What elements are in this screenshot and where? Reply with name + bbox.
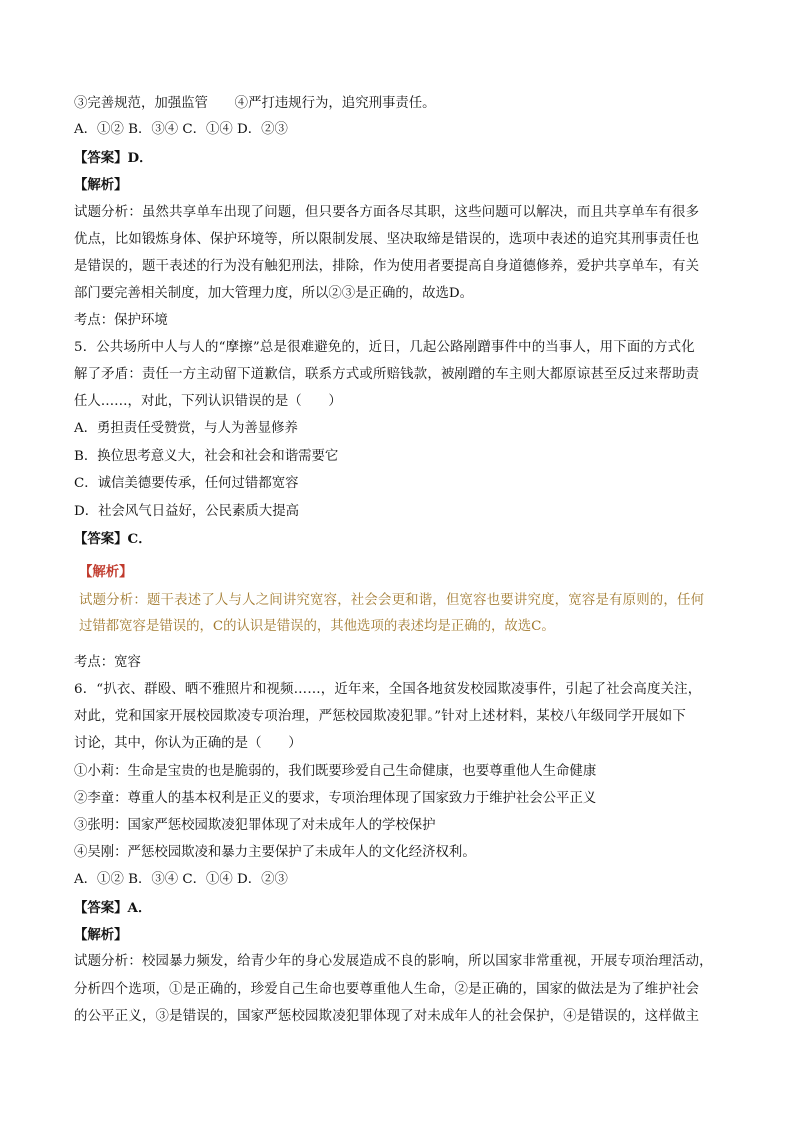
q6-analysis-line-1: 试题分析：校园暴力频发，给青少年的身心发展造成不良的影响，所以国家非常重视，开展专项治理活动， bbox=[74, 954, 713, 969]
q5-topic: 考点：宽容 bbox=[74, 655, 141, 670]
q5-option-c: C．诚信美德要传承，任何过错都宽容 bbox=[74, 476, 299, 491]
q5-analysis-line-1: 试题分析：题干表述了人与人之间讲究宽容，社会会更和谐，但宽容也要讲究度，宽容是有原则的，任何 bbox=[79, 593, 705, 608]
q6-statement-3: ③张明：国家严惩校园欺凌犯罪体现了对未成年人的学校保护 bbox=[74, 818, 436, 833]
q6-stem-line-2: 对此，党和国家开展校园欺凌专项治理，严惩校园欺凌犯罪。”针对上述材料，某校八年级同学开展如下 bbox=[74, 709, 686, 724]
q5-stem-line-1: 5．公共场所中人与人的“摩擦”总是很难避免的，近日，几起公路剐蹭事件中的当事人，用下面的方式化 bbox=[74, 340, 695, 355]
q4-analysis-line-4: 部门要完善相关制度，加大管理力度，所以②③是正确的，故选D。 bbox=[74, 286, 474, 301]
q4-analysis-line-2: 优点，比如锻炼身体、保护环境等，所以限制发展、坚决取缔是错误的，选项中表述的追究其刑事责任也 bbox=[74, 232, 700, 247]
q6-analysis-line-3: 的公平正义，③是错误的，国家严惩校园欺凌犯罪体现了对未成年人的社会保护，④是错误的，这样做主 bbox=[74, 1009, 700, 1024]
q5-option-d: D．社会风气日益好，公民素质大提高 bbox=[74, 504, 299, 519]
q5-answer: 【答案】C． bbox=[74, 531, 152, 547]
q6-statement-2: ②李童：尊重人的基本权利是正义的要求，专项治理体现了国家致力于维护社会公平正义 bbox=[74, 791, 597, 806]
q5-analysis-line-2: 过错都宽容是错误的，C的认识是错误的，其他选项的表述均是正确的，故选C。 bbox=[79, 619, 555, 634]
q4-answer: 【答案】D． bbox=[74, 150, 153, 166]
q4-topic: 考点：保护环境 bbox=[74, 313, 168, 328]
q4-option-line-3-4: ③完善规范，加强监管 ④严打违规行为，追究刑事责任。 bbox=[74, 96, 436, 111]
q6-analysis-line-2: 分析四个选项，①是正确的，珍爱自己生命也要尊重他人生命，②是正确的，国家的做法是为了维护社会 bbox=[74, 982, 700, 997]
q5-option-a: A．勇担责任受赞赏，与人为善显修养 bbox=[74, 421, 298, 436]
q4-choices: A．①② B．③④ C．①④ D．②③ bbox=[74, 122, 288, 137]
q6-answer: 【答案】A． bbox=[74, 900, 152, 916]
q6-choices: A．①② B．③④ C．①④ D．②③ bbox=[74, 872, 288, 887]
q4-analysis-line-3: 是错误的，题干表述的行为没有触犯刑法，排除，作为使用者要提高自身道德修养，爱护共享单车，有关 bbox=[74, 259, 700, 274]
q5-option-b: B．换位思考意义大，社会和社会和谐需要它 bbox=[74, 449, 339, 464]
q6-analysis-heading: 【解析】 bbox=[74, 927, 128, 943]
q4-analysis-line-1: 试题分析：虽然共享单车出现了问题，但只要各方面各尽其职，这些问题可以解决，而且共享单车有很多 bbox=[74, 205, 700, 220]
q6-stem-line-3: 讨论，其中，你认为正确的是（ ） bbox=[74, 736, 302, 751]
q6-stem-line-1: 6．“扒衣、群殴、晒不雅照片和视频……，近年来，全国各地贫发校园欺凌事件，引起了社会高度关注， bbox=[74, 682, 702, 697]
q6-statement-4: ④吴刚：严惩校园欺凌和暴力主要保护了未成年人的文化经济权利。 bbox=[74, 845, 476, 860]
q6-statement-1: ①小莉：生命是宝贵的也是脆弱的，我们既要珍爱自己生命健康，也要尊重他人生命健康 bbox=[74, 764, 597, 779]
q5-stem-line-3: 任人……，对此，下列认识错误的是（ ） bbox=[74, 394, 342, 409]
q5-analysis-heading: 【解析】 bbox=[79, 564, 133, 580]
q4-analysis-heading: 【解析】 bbox=[74, 177, 128, 193]
q5-stem-line-2: 解了矛盾：责任一方主动留下道歉信，联系方式或所赔钱款，被剐蹭的车主则大都原谅甚至反过来帮助责 bbox=[74, 367, 700, 382]
